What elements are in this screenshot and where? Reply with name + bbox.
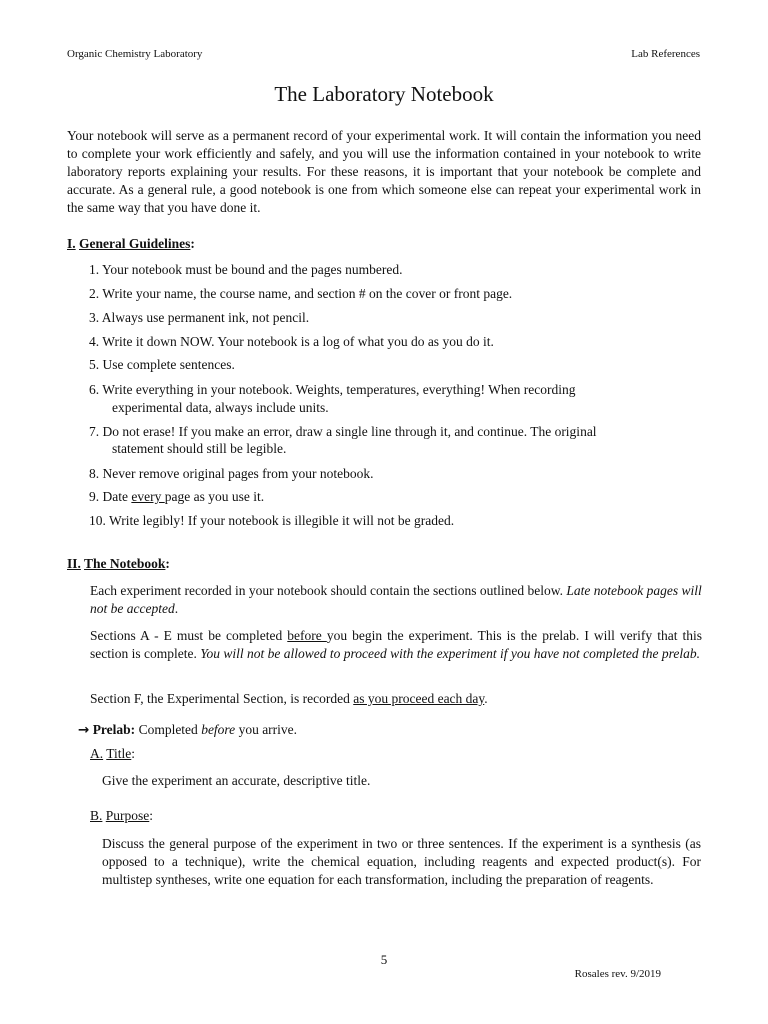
- section-title: General Guidelines: [79, 236, 191, 251]
- subsection-purpose-heading: B. Purpose:: [90, 808, 154, 823]
- subsection-title-heading: A. Title:: [90, 746, 136, 761]
- list-item: 7. Do not erase! If you make an error, draw a single line through it, and continue. The original: [89, 424, 597, 439]
- notebook-paragraph-1: Each experiment recorded in your notebook should contain the sections outlined below. Late notebook pages will not be accepted.: [90, 583, 702, 616]
- list-item: 8. Never remove original pages from your notebook.: [89, 466, 374, 481]
- page-title: The Laboratory Notebook: [274, 82, 494, 106]
- notebook-paragraph-3: Section F, the Experimental Section, is recorded as you proceed each day.: [90, 691, 488, 706]
- list-item: 5. Use complete sentences.: [89, 357, 235, 372]
- list-item: 4. Write it down NOW. Your notebook is a log of what you do as you do it.: [89, 334, 494, 349]
- list-item: 2. Write your name, the course name, and section # on the cover or front page.: [89, 286, 513, 301]
- list-item: 1. Your notebook must be bound and the pages numbered.: [89, 262, 403, 277]
- section-number: I.: [67, 236, 76, 251]
- section-heading-general-guidelines: I. General Guidelines:: [67, 236, 195, 251]
- list-item-continuation: experimental data, always include units.: [112, 400, 329, 415]
- list-item: 6. Write everything in your notebook. Weights, temperatures, everything! When recording: [89, 382, 576, 397]
- section-title: The Notebook: [84, 556, 166, 571]
- arrow-right-icon: →: [78, 722, 90, 738]
- revision-note: Rosales rev. 9/2019: [574, 968, 661, 980]
- list-item-continuation: statement should still be legible.: [112, 441, 287, 456]
- notebook-paragraph-2: Sections A - E must be completed before you begin the experiment. This is the prelab. I will verify that this section is complete. You will not be allowed to proceed with the experiment if you have not completed the prelab.: [90, 628, 702, 661]
- subsection-purpose-text: Discuss the general purpose of the experiment in two or three sentences. If the experiment is a synthesis (as opposed to a technique), write the chemical equation, including reagents and expected product(s). For multistep syntheses, write one equation for each transformation, including the preparation of reagents.: [102, 836, 701, 887]
- running-header-left: Organic Chemistry Laboratory: [67, 48, 203, 60]
- list-item: 10. Write legibly! If your notebook is illegible it will not be graded.: [89, 513, 455, 528]
- list-item: 3. Always use permanent ink, not pencil.: [89, 310, 310, 325]
- page-number: 5: [380, 952, 388, 967]
- prelab-heading: → Prelab: Completed before you arrive.: [78, 722, 298, 738]
- subsection-title-text: Give the experiment an accurate, descriptive title.: [102, 773, 371, 788]
- list-item: 9. Date every page as you use it.: [89, 489, 265, 504]
- intro-paragraph: Your notebook will serve as a permanent record of your experimental work. It will contain the information you need to complete your work efficiently and safely, and you will use the information contained in your notebook to write laboratory reports explaining your results. For these reasons, it is important that your notebook be complete and accurate. As a general rule, a good notebook is one from which someone else can repeat your experimental work in the same way that you have done it.: [67, 128, 701, 215]
- running-header-right: Lab References: [631, 48, 700, 60]
- section-number: II.: [67, 556, 81, 571]
- section-heading-the-notebook: II. The Notebook:: [67, 556, 170, 571]
